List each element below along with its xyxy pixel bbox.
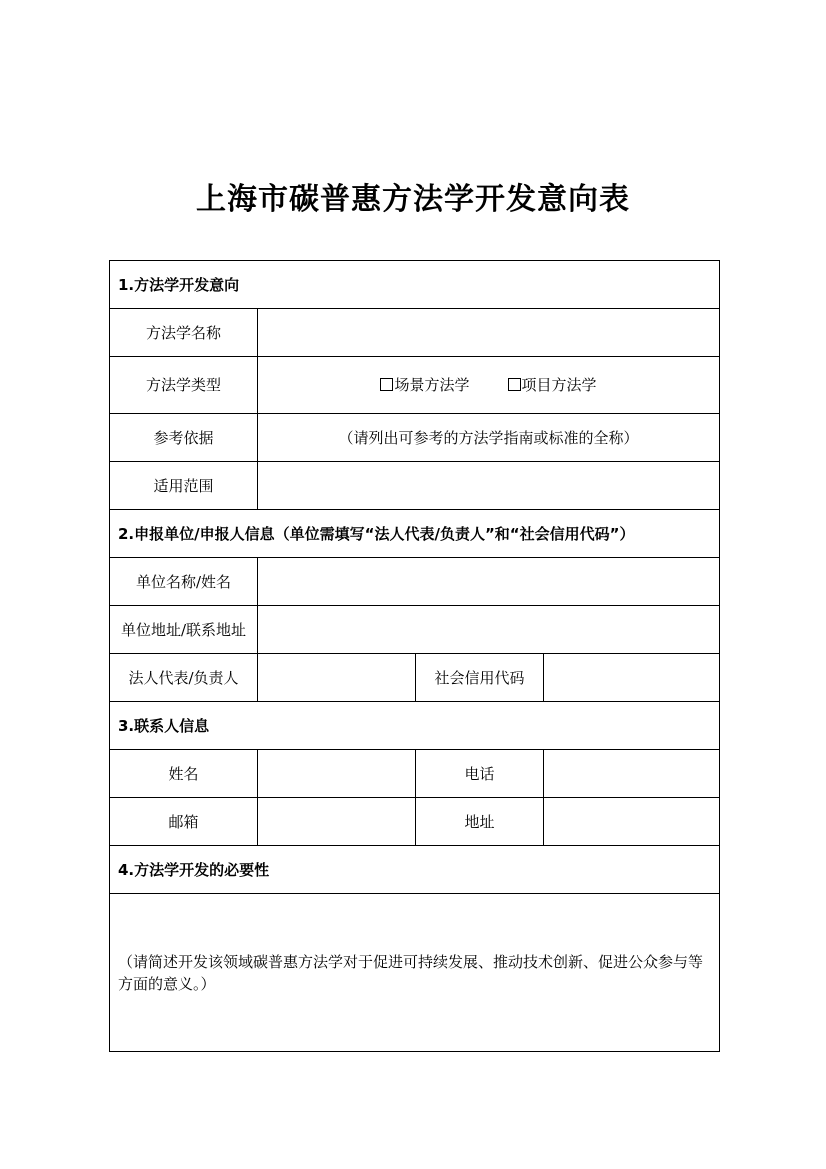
method-type-options: [258, 357, 720, 414]
contact-email-label: 邮箱: [110, 798, 258, 846]
project-checkbox[interactable]: [508, 378, 521, 391]
project-option-label: 项目方法学: [521, 376, 597, 394]
scenario-option[interactable]: [380, 374, 469, 396]
method-name-label: 方法学名称: [110, 309, 258, 357]
reference-hint: （请列出可参考的方法学指南或标准的全称）: [338, 428, 639, 447]
intent-form-table: [109, 260, 720, 1052]
scope-label: 适用范围: [110, 462, 258, 510]
scenario-option-label: 场景方法学: [394, 376, 470, 394]
contact-phone-label: 电话: [416, 750, 544, 798]
reference-label: 参考依据: [110, 414, 258, 462]
necessity-hint: （请简述开发该领域碳普惠方法学对于促进可持续发展、推动技术创新、促进公众参与等方面的意义。）: [118, 952, 704, 993]
credit-code-label: 社会信用代码: [416, 654, 544, 702]
contact-email-field[interactable]: [258, 798, 416, 846]
scenario-checkbox[interactable]: [380, 378, 393, 391]
reference-field[interactable]: [258, 414, 720, 462]
legal-rep-label: 法人代表/负责人: [110, 654, 258, 702]
form-title: 上海市碳普惠方法学开发意向表: [196, 182, 630, 217]
method-type-label: 方法学类型: [110, 357, 258, 414]
method-name-field[interactable]: [258, 309, 720, 357]
necessity-field[interactable]: [110, 894, 720, 1052]
credit-code-field[interactable]: [544, 654, 720, 702]
section4-heading: 4.方法学开发的必要性: [110, 846, 720, 894]
legal-rep-field[interactable]: [258, 654, 416, 702]
unit-address-label: 单位地址/联系地址: [110, 606, 258, 654]
contact-name-label: 姓名: [110, 750, 258, 798]
unit-name-field[interactable]: [258, 558, 720, 606]
contact-name-field[interactable]: [258, 750, 416, 798]
contact-address-label: 地址: [416, 798, 544, 846]
scope-field[interactable]: [258, 462, 720, 510]
contact-phone-field[interactable]: [544, 750, 720, 798]
section1-heading: 1.方法学开发意向: [110, 261, 720, 309]
project-option[interactable]: [508, 374, 597, 396]
section3-heading: 3.联系人信息: [110, 702, 720, 750]
unit-address-field[interactable]: [258, 606, 720, 654]
unit-name-label: 单位名称/姓名: [110, 558, 258, 606]
contact-address-field[interactable]: [544, 798, 720, 846]
section2-heading: 2.申报单位/申报人信息（单位需填写“法人代表/负责人”和“社会信用代码”）: [110, 510, 720, 558]
